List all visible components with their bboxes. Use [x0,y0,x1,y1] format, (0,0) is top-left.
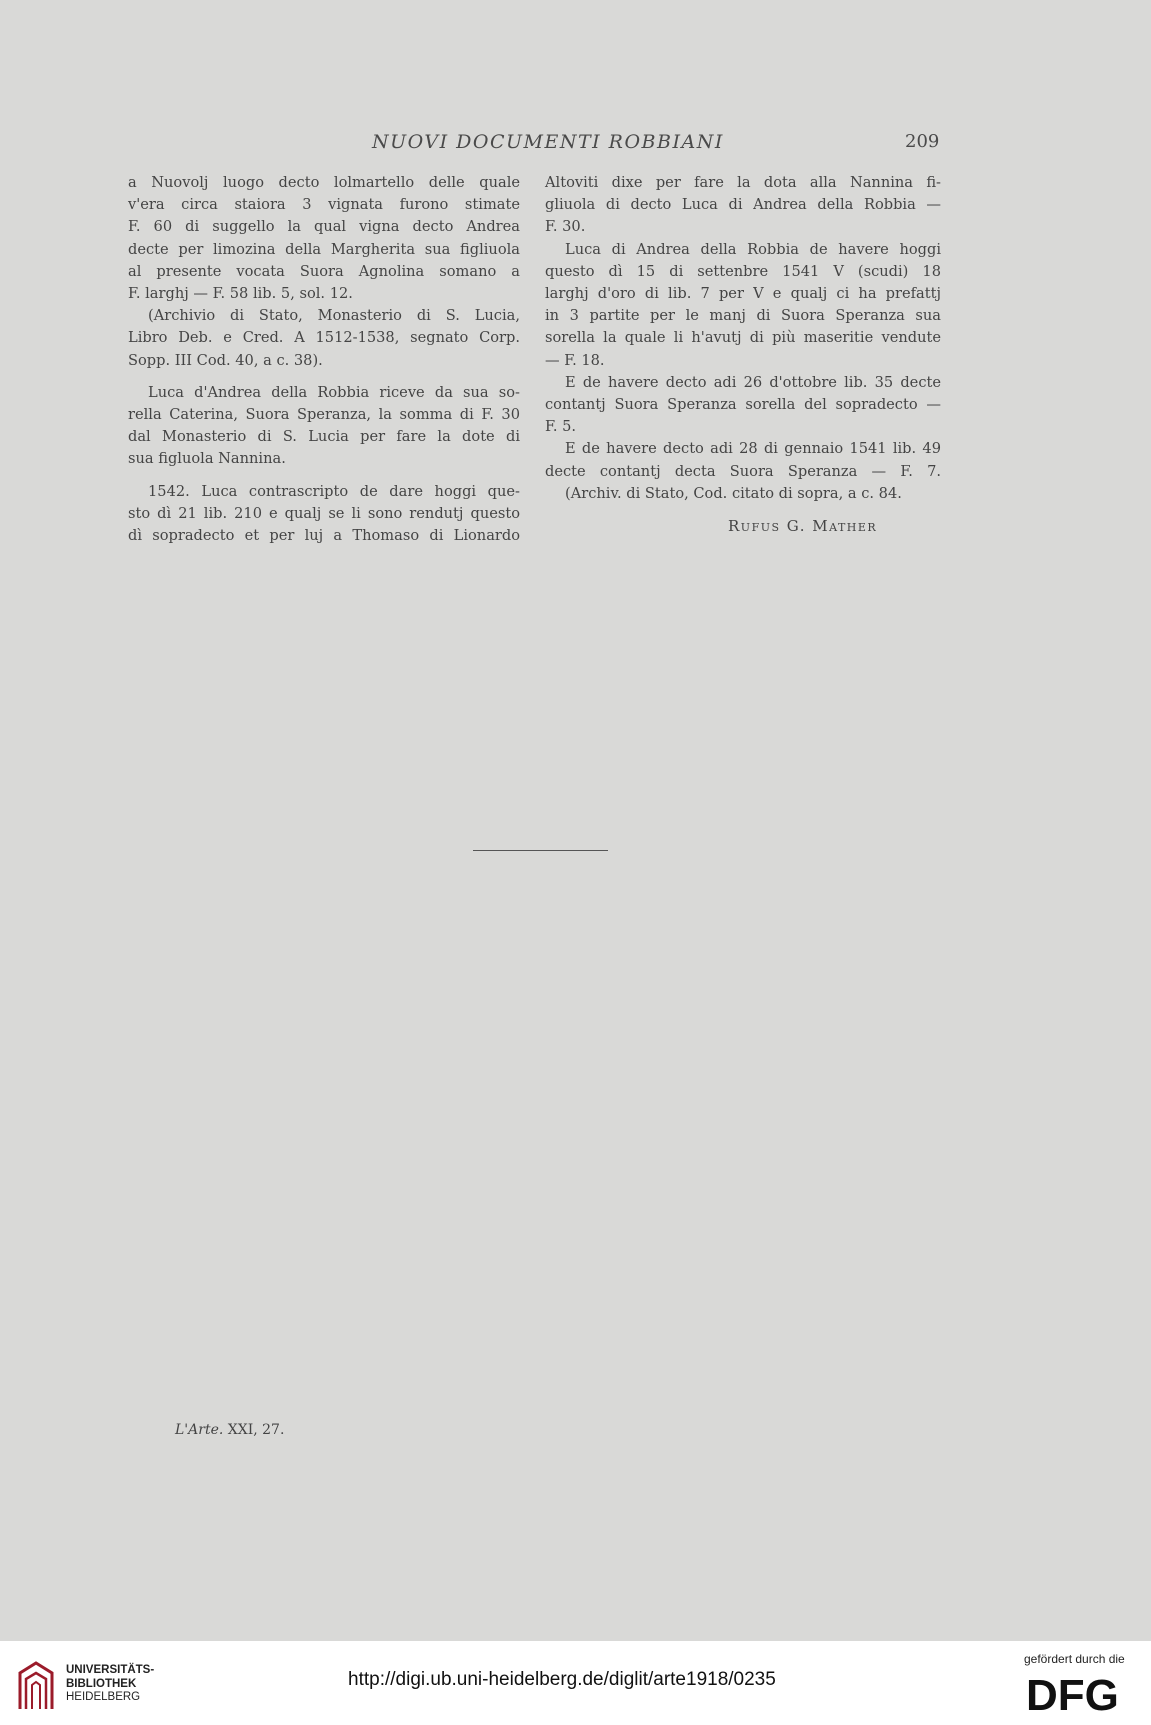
text-line: contantj Suora Speranza sorella del sopradecto — [545,396,941,414]
text-line: 1542. Luca contrascripto de dare hoggi que- [148,482,520,500]
text-line: E de havere decto adi 26 d'ottobre lib. 35 decte [565,373,941,391]
text-line: sorella la quale li h'avutj di più maseritie vendute [545,329,941,347]
digitization-footer [0,1641,1151,1725]
left-paragraph-2 [128,305,520,372]
text-line: Sopp. III Cod. 40, a c. 38). [128,351,323,369]
text-line: E de havere decto adi 28 di gennaio 1541 lib. 49 [565,440,941,458]
text-line: in 3 partite per le manj di Suora Speranza sua [545,307,941,325]
text-line: Altoviti dixe per fare la dota alla Nannina fi- [545,174,941,191]
text-line: dal Monasterio di S. Lucia per fare la dote di [128,428,520,446]
text-line: rella Caterina, Suora Speranza, la somma di F. 30 [128,406,520,424]
volume-number: XXI, 27. [227,1422,285,1438]
left-paragraph-3 [128,382,520,471]
text-line: sua figluola Nannina. [128,450,286,468]
text-line: F. 5. [545,418,577,436]
text-line: sto dì 21 lib. 210 e qualj se li sono rendutj questo [128,504,520,522]
right-paragraph-3 [545,372,941,439]
right-paragraph-4 [545,438,941,482]
text-line: dì sopradecto et per luj a Thomaso di Lionardo [128,527,520,545]
page-number: 209 [905,131,940,152]
running-title: NUOVI DOCUMENTI ROBBIANI [372,131,724,153]
text-line: (Archiv. di Stato, Cod. citato di sopra, a c. 84. [565,484,902,502]
permalink-url[interactable]: http://digi.ub.uni-heidelberg.de/diglit/arte1918/0235 [348,1669,776,1690]
section-divider [473,850,608,851]
right-paragraph-1 [545,172,941,239]
text-line: v'era circa staiora 3 vignata furono stimate [128,196,520,214]
library-name-line-1: UNIVERSITÄTS- [66,1664,155,1676]
university-library-logo-icon [12,1659,60,1713]
text-line: gliuola di decto Luca di Andrea della Robbia — [545,196,941,214]
left-column [128,172,520,547]
dfg-logo-text: DFG [1026,1672,1119,1716]
text-line: Libro Deb. e Cred. A 1512-1538, segnato Corp. [128,329,520,347]
text-line: (Archivio di Stato, Monasterio di S. Lucia, [148,307,520,325]
text-line: F. 30. [545,218,586,236]
author-signature: Rufus G. Mather [728,517,878,535]
text-line: — F. 18. [545,351,605,369]
text-line: Luca di Andrea della Robbia de havere hoggi [565,240,941,258]
right-paragraph-2 [545,239,941,372]
text-line: questo dì 15 di settenbre 1541 V (scudi) 18 [545,262,941,280]
right-column [545,172,941,505]
text-line: Luca d'Andrea della Robbia riceve da sua so- [148,383,520,401]
text-line: larghj d'oro di lib. 7 per V e qualj ci ha prefattj [545,285,941,303]
printer-signature [175,1422,284,1438]
left-paragraph-1 [128,172,520,305]
text-line: a Nuovolj luogo decto lolmartello delle quale [128,174,520,191]
text-line: F. 60 di suggello la qual vigna decto Andrea [128,218,520,236]
left-paragraph-4 [128,481,520,548]
text-line: F. larghj — F. 58 lib. 5, sol. 12. [128,285,353,303]
text-line: al presente vocata Suora Agnolina somano a [128,262,520,280]
journal-name: L'Arte. [175,1422,224,1438]
library-name [66,1664,154,1705]
library-name-line-3: HEIDELBERG [66,1691,141,1703]
library-name-line-2: BIBLIOTHEK [66,1677,137,1690]
dfg-logo-icon [1024,1672,1136,1716]
text-line: decte contantj decta Suora Speranza — F. 7. [545,462,941,480]
sponsor-note: gefördert durch die [1024,1652,1125,1666]
right-paragraph-5 [545,483,941,505]
text-line: decte per limozina della Margherita sua figliuola [128,240,520,258]
running-head [0,131,1151,157]
